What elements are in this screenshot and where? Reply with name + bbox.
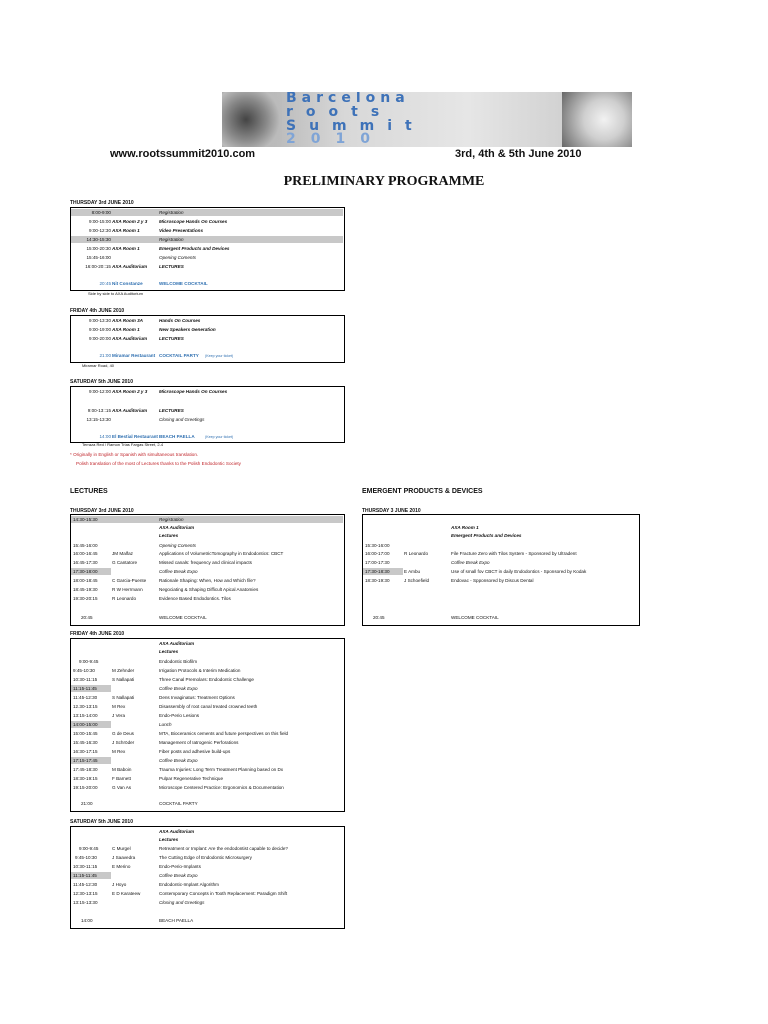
topic-cell: File Fracture Zero with Tilos System - Sponsored by Ultradent bbox=[451, 551, 577, 556]
rock-image-right bbox=[562, 92, 632, 147]
topic-cell: Lectures bbox=[159, 837, 179, 842]
speaker-cell: G Cantatore bbox=[112, 560, 138, 565]
topic-cell: COCKTAIL PARTY bbox=[159, 801, 198, 806]
desc-cell: Emergent Products and Devices bbox=[159, 246, 230, 251]
day-label: THURSDAY 3rd JUNE 2010 bbox=[70, 200, 134, 206]
desc-cell: Hands On Courses bbox=[159, 318, 201, 323]
time-cell: 9:00-20:00 bbox=[89, 336, 111, 341]
day-label: FRIDAY 4th JUNE 2010 bbox=[70, 631, 125, 637]
lectures-friday-table bbox=[70, 638, 345, 812]
time-cell: 15:45-16:30 bbox=[73, 740, 98, 745]
desc-cell: New Speakers Generation bbox=[159, 327, 216, 332]
time-cell: 10:30-11:15 bbox=[73, 864, 98, 869]
venue-note: Side by side to AXA Auditorium bbox=[88, 291, 143, 296]
time-cell: 13:15-13:30 bbox=[73, 900, 98, 905]
speaker-cell: S Nallapati bbox=[112, 677, 135, 682]
topic-cell: Negociating & Shaping Difficult Apical Anatomies bbox=[159, 587, 259, 592]
place-cell: Miramar Restaurant bbox=[112, 353, 156, 358]
topic-cell: Missed canals: frequency and clinical impacts bbox=[159, 560, 252, 565]
place-cell: Nit Constanze bbox=[112, 281, 143, 286]
lectures-heading: LECTURES bbox=[70, 488, 108, 495]
time-cell: 19:15-20:00 bbox=[73, 785, 98, 790]
topic-cell: BEACH PAELLA bbox=[159, 918, 194, 923]
speaker-cell: JM Malfaz bbox=[112, 551, 133, 556]
footnote-polish: Polish translation of the most of Lectures thanks to the Polish Endodontic Society bbox=[76, 461, 241, 466]
time-cell: 16:45-17:30 bbox=[73, 560, 98, 565]
page-title: PRELIMINARY PROGRAMME bbox=[283, 174, 485, 189]
desc-cell: LECTURES bbox=[159, 336, 184, 341]
topic-cell: Evidence Based Endodontics. Tilos bbox=[159, 596, 231, 601]
topic-cell: Endo-Perio Lesions bbox=[159, 713, 200, 718]
time-cell: 9:00-13:30 bbox=[89, 318, 111, 323]
time-cell: 16:30-17:15 bbox=[73, 749, 98, 754]
speaker-cell: S Nallapati bbox=[112, 695, 135, 700]
speaker-cell: J Hoyo bbox=[112, 882, 127, 887]
topic-cell: Contemporary Concepts in Tooth Replacement: Paradigm Shift bbox=[159, 891, 288, 896]
desc-cell: Microscope Hands On Courses bbox=[159, 219, 228, 224]
day-label: SATURDAY 5th JUNE 2010 bbox=[70, 379, 133, 385]
desc-cell: LECTURES bbox=[159, 408, 184, 413]
time-cell: 18:00-18:45 bbox=[73, 578, 98, 583]
topic-cell: Coffee Break Expo bbox=[159, 569, 198, 574]
speaker-cell: R Leonardo bbox=[404, 551, 429, 556]
topic-cell: Lunch bbox=[159, 722, 172, 727]
venue-note: Miramar Road, 40 bbox=[82, 363, 115, 368]
topic-cell: WELCOME COCKTAIL bbox=[159, 615, 207, 620]
topic-cell: Coffee Break Expo bbox=[159, 686, 198, 691]
time-cell: 13:15-13:30 bbox=[86, 417, 111, 422]
desc-cell: Video Presentations bbox=[159, 228, 203, 233]
time-cell: 19:30-20:15 bbox=[73, 596, 98, 601]
speaker-cell: R W Herrmann bbox=[112, 587, 143, 592]
speaker-cell: J Saavedra bbox=[112, 855, 136, 860]
speaker-cell: G de Deus bbox=[112, 731, 134, 736]
time-cell: 14:30-15:30 bbox=[73, 517, 98, 522]
time-cell: 14:00 bbox=[81, 918, 93, 923]
place-cell: El Bestial Restaurant bbox=[112, 434, 158, 439]
time-cell: 14:00-15:00 bbox=[73, 722, 98, 727]
speaker-cell: G Van As bbox=[112, 785, 132, 790]
topic-cell: Rationale Shaping: When, How and Which file? bbox=[159, 578, 256, 583]
day-label: THURSDAY 3rd JUNE 2010 bbox=[70, 508, 134, 514]
topic-cell: Dens Invaginatus: Treatment Options bbox=[159, 695, 235, 700]
place-cell: AXA Room 2 y 3 bbox=[112, 219, 148, 224]
time-cell: 9:45-10:30 bbox=[73, 668, 95, 673]
website-link[interactable]: www.rootssummit2010.com bbox=[110, 148, 256, 160]
topic-cell: Applications of VolumetricTomography in Endodontics: CBCT bbox=[159, 551, 284, 556]
time-cell: 15:30-16:00 bbox=[365, 543, 390, 548]
topic-cell: Microscope Centered Practice: Ergonomics & Documentation bbox=[159, 785, 284, 790]
time-cell: 18:45-19:30 bbox=[73, 587, 98, 592]
time-cell: 16:00-20::15 bbox=[85, 264, 111, 269]
lectures-saturday-table bbox=[70, 826, 345, 929]
desc-cell: LECTURES bbox=[159, 264, 184, 269]
topic-cell: Registration bbox=[159, 517, 184, 522]
speaker-cell: M Rex bbox=[112, 749, 126, 754]
topic-cell: Use of small fov CBCT in daily Endodontics - Sponsored by Kodak bbox=[451, 569, 587, 574]
speaker-cell: C Garcia-Puente bbox=[112, 578, 147, 583]
topic-cell: Lectures bbox=[159, 649, 179, 654]
topic-cell: The Cutting Edge of Endodontic Microsurgery bbox=[159, 855, 252, 860]
topic-cell: Fiber posts and adhesive build-ups bbox=[159, 749, 231, 754]
time-cell: 9:45-10:30 bbox=[75, 855, 97, 860]
desc-cell: Opening Coments bbox=[159, 255, 197, 260]
topic-cell: Coffee Break Expo bbox=[159, 873, 198, 878]
speaker-cell: J Vera bbox=[112, 713, 126, 718]
speaker-cell: R Leonardo bbox=[112, 596, 137, 601]
topic-cell: Emergent Products and Devices bbox=[451, 533, 522, 538]
speaker-cell: M Rex bbox=[112, 704, 126, 709]
time-cell: 16:00-17:00 bbox=[365, 551, 390, 556]
event-dates: 3rd, 4th & 5th June 2010 bbox=[455, 148, 582, 160]
ticket-note: (Keep your ticket) bbox=[205, 354, 234, 358]
speaker-cell: E D Karateew bbox=[112, 891, 141, 896]
topic-cell: Endodontic-Implant Algorithm bbox=[159, 882, 220, 887]
banner-row: 2010 bbox=[286, 131, 385, 147]
desc-cell: Microscope Hands On Courses bbox=[159, 389, 228, 394]
place-cell: AXA Room 1 bbox=[112, 246, 140, 251]
topic-cell: Management of Iatrogenic Perforations bbox=[159, 740, 239, 745]
topic-cell: WELCOME COCKTAIL bbox=[451, 615, 499, 620]
place-cell: AXA Auditorium bbox=[112, 264, 148, 269]
speaker-cell: E Ambu bbox=[404, 569, 421, 574]
desc-cell: WELCOME COCKTAIL bbox=[159, 281, 208, 286]
time-cell: 14:30-15:30 bbox=[86, 237, 111, 242]
place-cell: AXA Room 2 y 3 bbox=[112, 389, 148, 394]
time-cell: 17:30-18:30 bbox=[365, 569, 390, 574]
time-cell: 11:15-11:45 bbox=[73, 686, 97, 691]
time-cell: 18:30-19:15 bbox=[73, 776, 98, 781]
day-label: THURSDAY 3 JUNE 2010 bbox=[362, 508, 421, 514]
topic-cell: Endodontic Biofilm bbox=[159, 659, 198, 664]
banner-row: Summit bbox=[286, 117, 425, 134]
time-cell: 9:00-12:30 bbox=[89, 228, 111, 233]
desc-cell: COCKTAIL PARTY bbox=[159, 353, 199, 358]
topic-cell: AXA Auditorium bbox=[159, 525, 195, 530]
time-cell: 9:00-13::15 bbox=[87, 408, 111, 413]
topic-cell: MTA, Bioceramics cements and future perspectives on this field bbox=[159, 731, 289, 736]
banner-wordmark bbox=[286, 92, 566, 147]
desc-cell: BEACH PAELLA bbox=[159, 434, 195, 439]
place-cell: AXA Auditorium bbox=[112, 408, 148, 413]
speaker-cell: E Merino bbox=[112, 864, 131, 869]
banner-row: Barcelona bbox=[286, 92, 410, 106]
time-cell: 11:45-12:30 bbox=[73, 882, 98, 887]
day-label: FRIDAY 4th JUNE 2010 bbox=[70, 308, 125, 314]
time-cell: 10:30-11:15 bbox=[73, 677, 98, 682]
rock-image-left bbox=[222, 92, 282, 147]
time-cell: 17:45-18:30 bbox=[73, 767, 98, 772]
desc-cell: Registration bbox=[159, 237, 184, 242]
time-cell: 8:00-9:00 bbox=[91, 210, 111, 215]
time-cell: 15:45-16:00 bbox=[73, 543, 98, 548]
ticket-note: (Keep your ticket) bbox=[205, 435, 234, 439]
speaker-cell: M Baboin bbox=[112, 767, 132, 772]
time-cell: 12:30-13:15 bbox=[73, 891, 98, 896]
day-label: SATURDAY 5th JUNE 2010 bbox=[70, 819, 133, 825]
time-cell: 14:00 bbox=[99, 434, 111, 439]
time-cell: 21:00 bbox=[99, 353, 111, 358]
emergent-heading: EMERGENT PRODUCTS & DEVICES bbox=[362, 488, 483, 495]
time-cell: 13:15-14:00 bbox=[73, 713, 98, 718]
place-cell: AXA Room 3A bbox=[112, 318, 143, 323]
time-cell: 20:45 bbox=[81, 615, 93, 620]
topic-cell: Opening Coments bbox=[159, 543, 197, 548]
lectures-thursday-table bbox=[70, 514, 345, 626]
desc-cell: Registration bbox=[159, 210, 184, 215]
time-cell: 21:00 bbox=[81, 801, 93, 806]
desc-cell: Closing and Greetings bbox=[159, 417, 205, 422]
thursday-overview-table bbox=[70, 207, 345, 291]
time-cell: 9:00-9:45 bbox=[79, 659, 99, 664]
time-cell: 9:00-19:00 bbox=[89, 327, 111, 332]
time-cell: 17:00-17:30 bbox=[365, 560, 390, 565]
time-cell: 18:30-19:30 bbox=[365, 578, 390, 583]
venue-note: Terraza Red / Ramon Trias Fargas Street, 2-4 bbox=[82, 442, 164, 447]
topic-cell: Coffee Break Expo bbox=[451, 560, 490, 565]
topic-cell: Lectures bbox=[159, 533, 179, 538]
time-cell: 17:30-18:00 bbox=[73, 569, 98, 574]
topic-cell: Endo-Perio-Implants bbox=[159, 864, 201, 869]
time-cell: 9:00-9:45 bbox=[79, 846, 99, 851]
time-cell: 12.30-13:15 bbox=[73, 704, 98, 709]
time-cell: 11:15-11:45 bbox=[73, 873, 97, 878]
topic-cell: Pulpar Regenerative Technique bbox=[159, 776, 224, 781]
banner-logo bbox=[222, 92, 632, 147]
topic-cell: Irrigation Protocols & Interim Medication bbox=[159, 668, 241, 673]
speaker-cell: M Zehnder bbox=[112, 668, 135, 673]
topic-cell: AXA Room 1 bbox=[451, 525, 479, 530]
topic-cell: AXA Auditorium bbox=[159, 641, 195, 646]
place-cell: AXA Room 1 bbox=[112, 228, 140, 233]
topic-cell: Three Canal Premolars: Endodontic Challenge bbox=[159, 677, 254, 682]
speaker-cell: J Schoefield bbox=[404, 578, 430, 583]
footnote-translation: * Originally in English or Spanish with simultaneous translation. bbox=[70, 452, 199, 457]
topic-cell: Endovac - Spponsored by Discus Dental bbox=[451, 578, 534, 583]
speaker-cell: J Schröder bbox=[112, 740, 135, 745]
topic-cell: Disassembly of root canal treated crowned teeth bbox=[159, 704, 258, 709]
emergent-products-table bbox=[362, 514, 640, 626]
time-cell: 9:00-15:00 bbox=[89, 219, 111, 224]
place-cell: AXA Auditorium bbox=[112, 336, 148, 341]
topic-cell: Coffee Break Expo bbox=[159, 758, 198, 763]
banner-row: roots bbox=[286, 103, 393, 120]
topic-cell: Trauma Injuries: Long Term Treatment Planning based on Dx bbox=[159, 767, 284, 772]
topic-cell: Retreatment or Implant: Are the endodontist capable to decide? bbox=[159, 846, 288, 851]
time-cell: 11:45-12:30 bbox=[73, 695, 98, 700]
speaker-cell: C Murgel bbox=[112, 846, 131, 851]
time-cell: 15:45-16:00 bbox=[86, 255, 111, 260]
place-cell: AXA Room 1 bbox=[112, 327, 140, 332]
time-cell: 15:00-15:45 bbox=[73, 731, 98, 736]
saturday-overview-table bbox=[70, 386, 345, 443]
topic-cell: AXA Auditorium bbox=[159, 829, 195, 834]
time-cell: 17:15-17:45 bbox=[73, 758, 98, 763]
time-cell: 20:45 bbox=[373, 615, 385, 620]
time-cell: 15:00-20:30 bbox=[86, 246, 111, 251]
friday-overview-table bbox=[70, 315, 345, 363]
topic-cell: Closing and Greetings bbox=[159, 900, 205, 905]
time-cell: 9:00-12:00 bbox=[89, 389, 111, 394]
time-cell: 16:00-16:45 bbox=[73, 551, 98, 556]
time-cell: 20:45 bbox=[99, 281, 111, 286]
speaker-cell: F Barnett bbox=[112, 776, 131, 781]
